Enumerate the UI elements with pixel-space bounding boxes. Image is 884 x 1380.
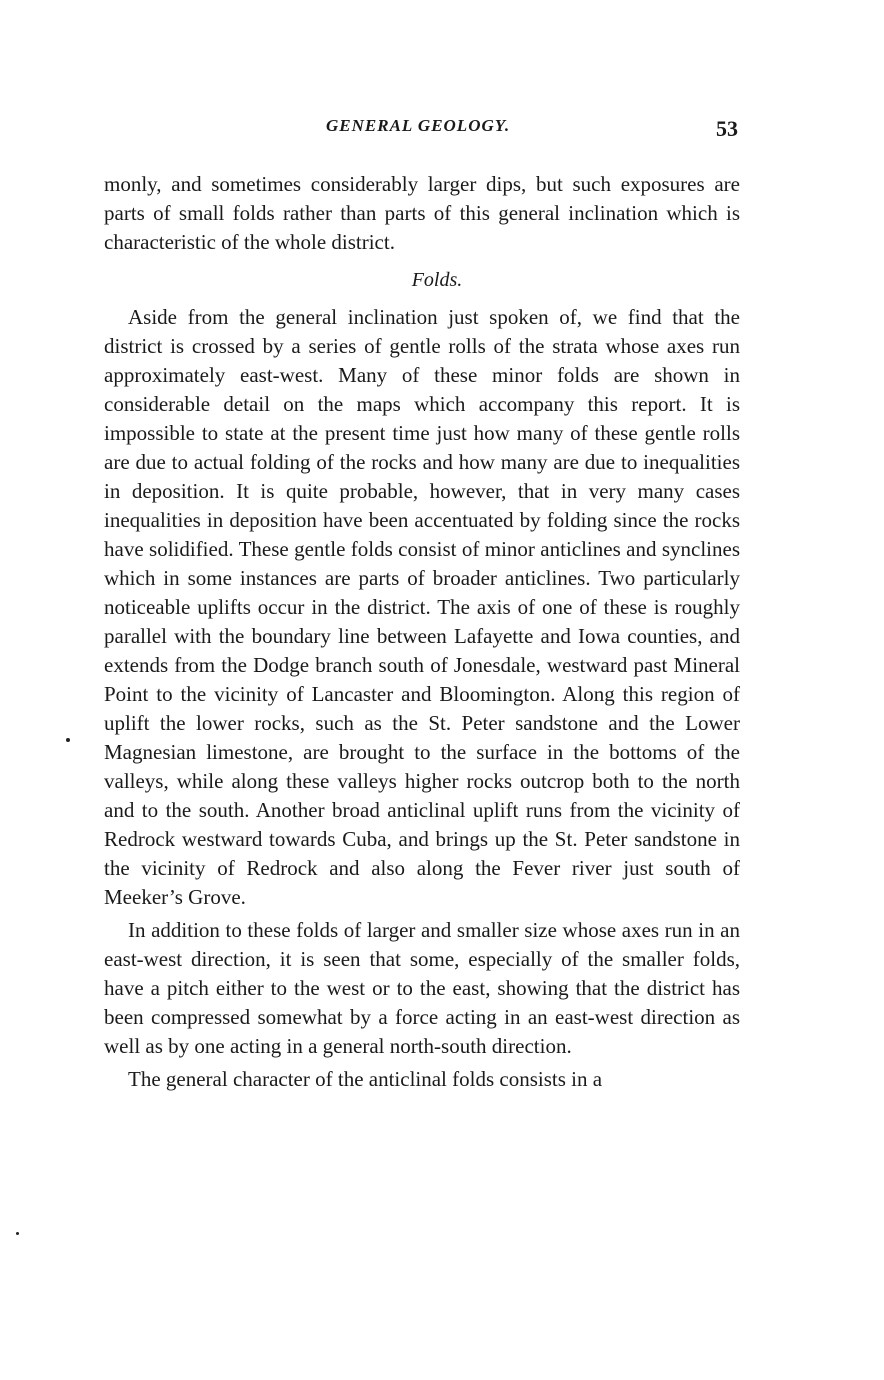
opening-paragraph: monly, and sometimes considerably larger dips, but such exposures are parts of small folds rather than parts of this general inclination which is characteristic of the whole district. — [104, 172, 740, 254]
scan-speck — [66, 738, 70, 742]
paragraph: In addition to these folds of larger and smaller size whose axes run in an east-west direction, it is seen that some, especially of the smaller folds, have a pitch either to the west or to the east, showing that the district has been compressed somewhat by a force acting in an east-west direction as well as by one acting in a general north-south direction. — [104, 918, 740, 1058]
section-heading: Folds. — [411, 269, 463, 291]
running-title: GENERAL GEOLOGY. — [326, 116, 511, 135]
body-text — [104, 170, 740, 1094]
running-head — [0, 116, 884, 146]
page-number: 53 — [716, 116, 738, 141]
paragraph: Aside from the general inclination just spoken of, we find that the district is crossed by a series of gentle rolls of the strata whose axes run approximately east-west. Many of these minor folds are shown in considerable detail on the maps which accompany this report. It is impossible to state at the present time just how many of these gentle rolls are due to actual folding of the rocks and how many are due to inequalities in deposition. It is quite probable, however, that in very many cases inequalities in deposition have been accentuated by folding since the rocks have solidified. These gentle folds consist of minor anticlines and synclines which in some instances are parts of broader anticlines. Two particularly noticeable uplifts occur in the district. The axis of one of these is roughly parallel with the boundary line between Lafayette and Iowa counties, and extends from the Dodge branch south of Jonesdale, westward past Mineral Point to the vicinity of Lancaster and Bloomington. Along this region of uplift the lower rocks, such as the St. Peter sandstone and the Lower Magnesian limestone, are brought to the surface in the bottoms of the valleys, while along these valleys higher rocks outcrop both to the north and to the south. Another broad anticlinal uplift runs from the vicinity of Redrock westward towards Cuba, and brings up the St. Peter sandstone in the vicinity of Redrock and also along the Fever river just south of Meeker’s Grove. — [104, 305, 740, 909]
scan-speck — [16, 1232, 19, 1235]
paragraph: The general character of the anticlinal folds consists in a — [128, 1067, 603, 1091]
